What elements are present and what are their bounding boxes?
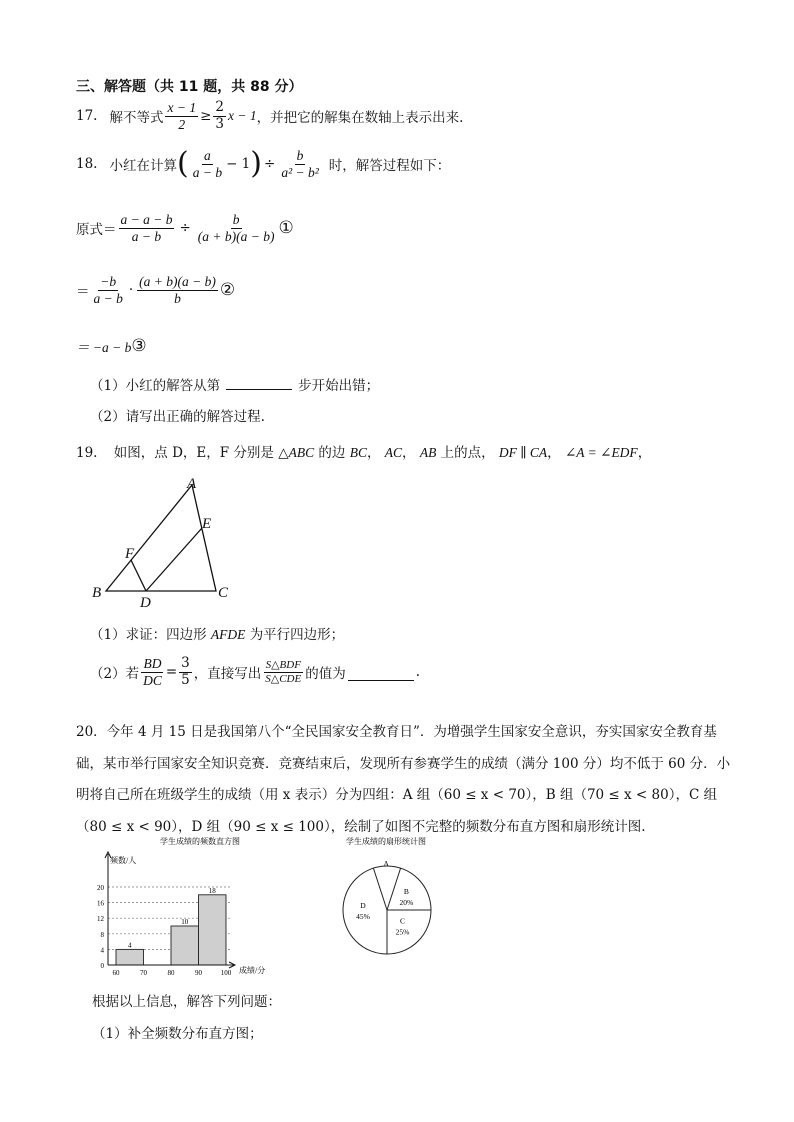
- q18-frac2-num: b: [296, 148, 304, 163]
- q19-text-a: 如图，点 D，E，F 分别是: [113, 445, 274, 461]
- q18-frac1-num: a: [204, 148, 211, 163]
- histogram-bar: [199, 895, 227, 965]
- q19-comma-2: ，: [402, 445, 416, 461]
- section-title: 三、解答题（共 11 题，共 88 分）: [76, 79, 303, 95]
- q18-sub-1: [90, 374, 379, 394]
- q17-prefix: 解不等式: [109, 110, 164, 127]
- q18-step2-frac2: [137, 274, 218, 306]
- segment-fd: [131, 560, 146, 591]
- q18-right-paren: ): [250, 146, 262, 182]
- bar-value-label: 18: [208, 886, 216, 895]
- q19-sub2-suffix: 的值为: [305, 666, 346, 683]
- q18-step1-div: ÷: [179, 220, 191, 237]
- q18-step2-eq: ＝: [76, 284, 90, 301]
- segment-de: [146, 528, 202, 591]
- y-tick-label: 20: [97, 884, 104, 892]
- q19-three-fifths: [179, 656, 192, 688]
- pie-chart: [330, 832, 450, 962]
- q18-step1-den: a − b: [131, 228, 162, 244]
- q17-lhs-den: 2: [178, 116, 186, 132]
- q19-ratio-frac: [141, 656, 164, 688]
- q18-step2-frac: [92, 274, 125, 306]
- question-18: [76, 148, 450, 180]
- q19-number: 19.: [76, 445, 98, 461]
- y-tick-label: 8: [100, 930, 104, 939]
- q20-line-3: 明将自己所在班级学生的成绩（用 x 表示）分为四组：A 组（60 ≤ x < 70），B 组（70 ≤ x < 80），C 组: [76, 787, 718, 803]
- pie-slice-name: C: [400, 916, 406, 926]
- q19-s-cde: S△CDE: [265, 672, 302, 685]
- pie-slices: [343, 859, 431, 954]
- histogram-chart: [88, 832, 303, 980]
- q18-step2-num: −b: [100, 274, 117, 289]
- q18-step-3: [76, 336, 147, 356]
- q18-step1-den2: (a + b)(a − b): [197, 228, 275, 244]
- q20-line-1: 20．今年 4 月 15 日是我国第八个“全民国家安全教育日”．为增强学生国家安全意识，夯实国家安全教育基: [76, 724, 717, 740]
- q19-comma-3: ，: [547, 445, 561, 461]
- q19-s-bdf: S△BDF: [265, 658, 301, 671]
- histogram-title: 学生成绩的频数直方图: [160, 837, 240, 846]
- q19-ab: AB: [419, 445, 437, 460]
- x-tick-label: 90: [195, 969, 202, 977]
- q17-rhs-fraction: [213, 100, 226, 132]
- q19-three: 3: [181, 655, 190, 671]
- y-tick-label: 12: [97, 915, 104, 924]
- q18-frac2-den: a² − b²: [281, 164, 319, 180]
- x-tick-label: 70: [140, 969, 147, 977]
- pie-slice-name: A: [383, 859, 389, 869]
- q17-rhs-num: 2: [215, 99, 224, 115]
- question-17: [76, 100, 463, 132]
- x-tick-label: 100: [220, 969, 232, 977]
- q18-minus-one: − 1: [226, 156, 251, 173]
- histogram-bars: [116, 887, 226, 965]
- label-b: B: [92, 585, 102, 601]
- y-tick-label: 4: [100, 946, 104, 955]
- q18-step2-den2: b: [174, 290, 181, 306]
- q18-sub1-prefix: （1）小红的解答从第: [90, 378, 221, 394]
- histogram-ylabel: 频数/人: [110, 856, 137, 865]
- bar-value-label: 4: [128, 941, 132, 950]
- q19-five: 5: [181, 671, 190, 688]
- pie-title: 学生成绩的扇形统计图: [346, 837, 426, 846]
- q18-step1-frac2: [196, 212, 277, 244]
- y-tick-label: 0: [100, 962, 104, 970]
- pie-slice-name: B: [403, 886, 409, 896]
- q19-text-c: 上的点，: [440, 445, 495, 461]
- q18-divide: ÷: [264, 156, 276, 173]
- histogram-xlabel: 成绩/分: [239, 966, 266, 975]
- q18-circled-2: ②: [219, 280, 236, 301]
- pie-slice-percent: 25%: [395, 927, 410, 937]
- label-d: D: [140, 595, 151, 611]
- q18-step2-den: a − b: [93, 290, 123, 306]
- q18-step1-num2: b: [232, 212, 240, 227]
- q19-triangle: △ABC: [278, 445, 315, 460]
- x-tick-label: 80: [167, 969, 175, 977]
- q17-rhs-rest: x − 1: [228, 108, 257, 124]
- q18-left-paren: (: [176, 146, 189, 182]
- q17-number: 17.: [76, 108, 98, 125]
- q19-end: .: [415, 664, 421, 681]
- q18-prefix: 小红在计算: [109, 158, 177, 175]
- q19-parallel: DF ∥ CA: [498, 445, 548, 460]
- triangle-figure: [88, 472, 248, 612]
- q19-comma-1: ，: [366, 445, 381, 461]
- q18-step3-text: ＝ −a − b: [76, 340, 132, 355]
- q19-eq: =: [165, 664, 178, 681]
- q18-circled-1: ①: [278, 218, 294, 239]
- q18-fraction-2: [279, 148, 320, 180]
- q18-step-2: [76, 274, 235, 306]
- q19-area-frac: [263, 659, 303, 685]
- q19-bc: BC: [349, 445, 367, 460]
- q18-step2-dot: ·: [128, 282, 134, 299]
- q18-step1-num: a − a − b: [120, 212, 173, 227]
- q19-sub2-prefix: （2）若: [90, 666, 140, 683]
- q20-line-4: （80 ≤ x < 90），D 组（90 ≤ x ≤ 100），绘制了如图不完整的频数分布直方图和扇形统计图.: [76, 819, 646, 835]
- q18-frac1-den: a − b: [192, 164, 223, 180]
- q19-text-b: 的边: [318, 445, 346, 461]
- label-f: F: [125, 546, 135, 562]
- q17-rhs-den: 3: [215, 115, 224, 132]
- q18-sub1-suffix: 步开始出错；: [298, 378, 380, 394]
- q18-sub-2: （2）请写出正确的解答过程.: [90, 409, 265, 425]
- pie-slice-percent: 45%: [356, 912, 370, 921]
- q19-sub1-prefix: （1）求证：四边形: [90, 627, 207, 643]
- histogram-bar: [171, 926, 199, 965]
- q19-ac: AC: [384, 445, 403, 460]
- q19-dc: DC: [143, 672, 162, 688]
- q18-step-1: [76, 212, 294, 244]
- label-e: E: [202, 516, 212, 532]
- y-tick-label: 16: [97, 899, 104, 908]
- q18-step1-label: 原式＝: [76, 222, 117, 239]
- q19-sub1-suffix: 为平行四边形；: [249, 627, 345, 643]
- q18-step2-num2: (a + b)(a − b): [139, 274, 216, 289]
- q17-lhs-num: x − 1: [167, 100, 197, 115]
- q18-step1-frac: [119, 212, 175, 244]
- q18-circled-3: ③: [131, 336, 147, 356]
- q19-bd: BD: [143, 656, 162, 671]
- q19-sub-1: [90, 623, 344, 643]
- q20-line-2: 础，某市举行国家安全知识竞赛．竞赛结束后，发现所有参赛学生的成绩（满分 100 分）均不低于 60 分．小: [76, 756, 731, 772]
- question-19: [76, 441, 651, 461]
- q20-after-2: （1）补全频数分布直方图；: [92, 1026, 263, 1042]
- q19-sub-2: [90, 656, 420, 688]
- x-tick-label: 60: [112, 969, 120, 977]
- q18-number: 18.: [76, 156, 98, 173]
- q18-fraction-1: [191, 148, 224, 180]
- histogram-bar: [116, 949, 144, 965]
- label-a: A: [187, 476, 197, 492]
- q17-lhs-fraction: [165, 100, 198, 132]
- pie-slice-name: D: [360, 901, 366, 910]
- q17-ge: ≥: [200, 108, 212, 125]
- q19-angle: ∠A = ∠EDF: [564, 445, 638, 460]
- label-c: C: [218, 585, 229, 601]
- q19-sub2-mid: ，直接写出: [193, 666, 262, 683]
- pie-slice-percent: 20%: [399, 897, 414, 907]
- q18-suffix: 时，解答过程如下：: [328, 158, 451, 175]
- q20-after-1: 根据以上信息，解答下列问题：: [92, 994, 281, 1010]
- q19-comma-4: ，: [637, 445, 652, 461]
- q17-suffix: ，并把它的解集在数轴上表示出来.: [256, 110, 464, 127]
- q19-quad: AFDE: [210, 627, 246, 642]
- bar-value-label: 10: [181, 918, 189, 926]
- q19-answer-blank[interactable]: [348, 664, 414, 681]
- q18-answer-blank[interactable]: [226, 389, 292, 390]
